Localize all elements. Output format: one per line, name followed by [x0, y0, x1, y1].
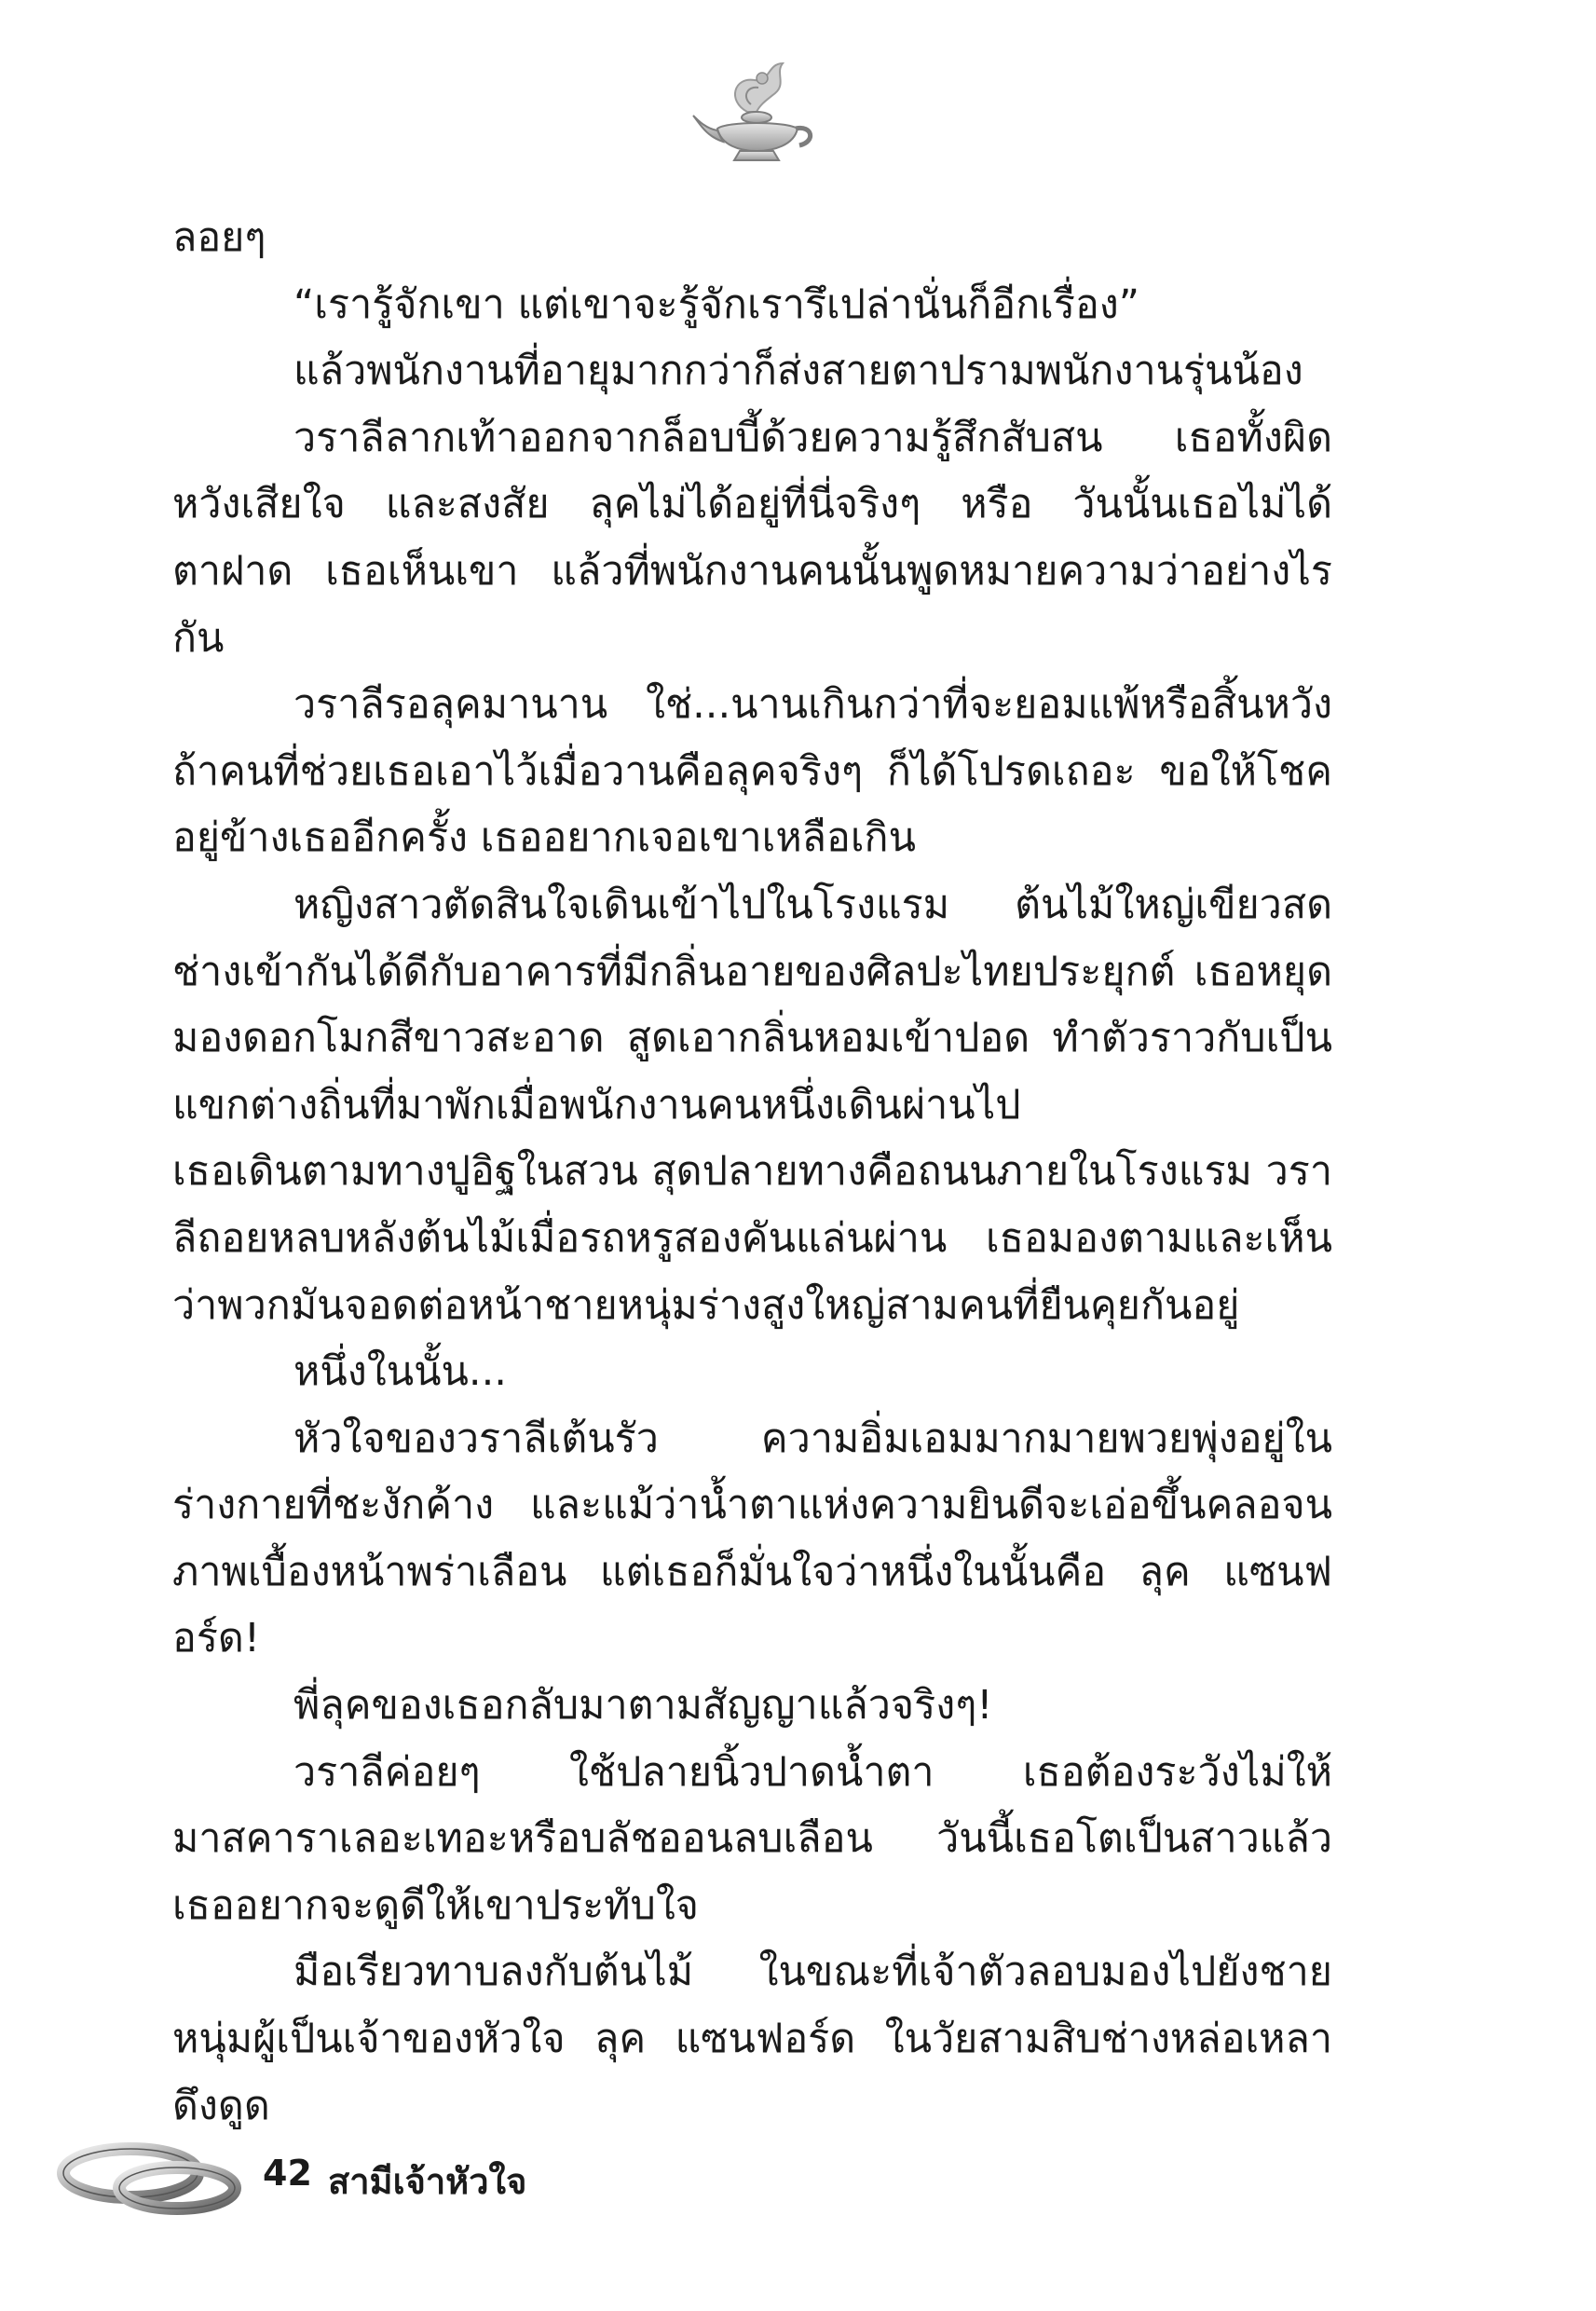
body-paragraph: มือเรียวทาบลงกับต้นไม้ ในขณะที่เจ้าตัวลอบมองไปยังชายหนุ่มผู้เป็นเจ้าของหัวใจ ลุค แซนฟอร์ด ในวัยสามสิบช่างหล่อเหลาดึงดูด — [172, 1949, 1332, 2129]
page-number: 42 — [263, 2153, 312, 2194]
body-paragraph: ลอยๆ — [172, 214, 266, 261]
body-paragraph: แล้วพนักงานที่อายุมากกว่าก็ส่งสายตาปรามพนักงานรุ่นน้อง — [293, 348, 1303, 395]
body-paragraph: พี่ลุคของเธอกลับมาตามสัญญาแล้วจริงๆ! — [293, 1682, 993, 1730]
body-paragraph: หนึ่งในนั้น... — [293, 1348, 507, 1396]
body-paragraph: เธอเดินตามทางปูอิฐในสวน สุดปลายทางคือถนนภายในโรงแรม วราลีถอยหลบหลังต้นไม้เมื่อรถหรูสองคันแล่นผ่าน เธอมองตามและเห็นว่าพวกมันจอดต่อหน้าชายหนุ่มร่างสูงใหญ่สามคนที่ยืนคุยกันอยู่ — [172, 1148, 1332, 1329]
body-paragraph: วราลีค่อยๆ ใช้ปลายนิ้วปาดน้ำตา เธอต้องระวังไม่ให้มาสคาราเลอะเทอะหรือบลัชออนลบเลือน วันนี้เธอโตเป็นสาวแล้ว เธออยากจะดูดีให้เขาประทับใจ — [172, 1748, 1332, 1929]
body-paragraph: วราลีลากเท้าออกจากล็อบบี้ด้วยความรู้สึกสับสน เธอทั้งผิดหวังเสียใจ และสงสัย ลุคไม่ได้อยู่ที่นี่จริงๆ หรือ วันนั้นเธอไม่ได้ตาฝาด เธอเห็นเขา แล้วที่พนักงานคนนั้นพูดหมายความว่าอย่างไรกัน — [172, 414, 1332, 662]
body-paragraph: หญิงสาวตัดสินใจเดินเข้าไปในโรงแรม ต้นไม้ใหญ่เขียวสดช่างเข้ากันได้ดีกับอาคารที่มีกลิ่นอายของศิลปะไทยประยุกต์ เธอหยุดมองดอกโมกสีขาวสะอาด สูดเอากลิ่นหอมเข้าปอด ทำตัวราวกับเป็นแขกต่างถิ่นที่มาพักเมื่อพนักงานคนหนึ่งเดินผ่านไป — [172, 881, 1332, 1128]
genie-lamp-icon — [689, 56, 820, 168]
wedding-rings-icon — [56, 2115, 242, 2218]
book-title: สามีเจ้าหัวใจ — [328, 2161, 527, 2202]
page-footer — [56, 2115, 708, 2227]
body-paragraph: วราลีรอลุคมานาน ใช่...นานเกินกว่าที่จะยอมแพ้หรือสิ้นหวัง ถ้าคนที่ช่วยเธอเอาไว้เมื่อวานคือลุคจริงๆ ก็ได้โปรดเถอะ ขอให้โชคอยู่ข้างเธออีกครั้ง เธออยากเจอเขาเหลือเกิน — [172, 681, 1332, 862]
body-paragraph: “เรารู้จักเขา แต่เขาจะรู้จักเรารึเปล่านั่นก็อีกเรื่อง” — [293, 280, 1140, 328]
body-paragraph: หัวใจของวราลีเต้นรัว ความอิ่มเอมมากมายพวยพุ่งอยู่ในร่างกายที่ชะงักค้าง และแม้ว่าน้ำตาแห่งความยินดีจะเอ่อขึ้นคลอจนภาพเบื้องหน้าพร่าเลือน แต่เธอก็มั่นใจว่าหนึ่งในนั้นคือ ลุค แซนฟอร์ด! — [172, 1415, 1332, 1662]
body-text — [172, 205, 1332, 2140]
